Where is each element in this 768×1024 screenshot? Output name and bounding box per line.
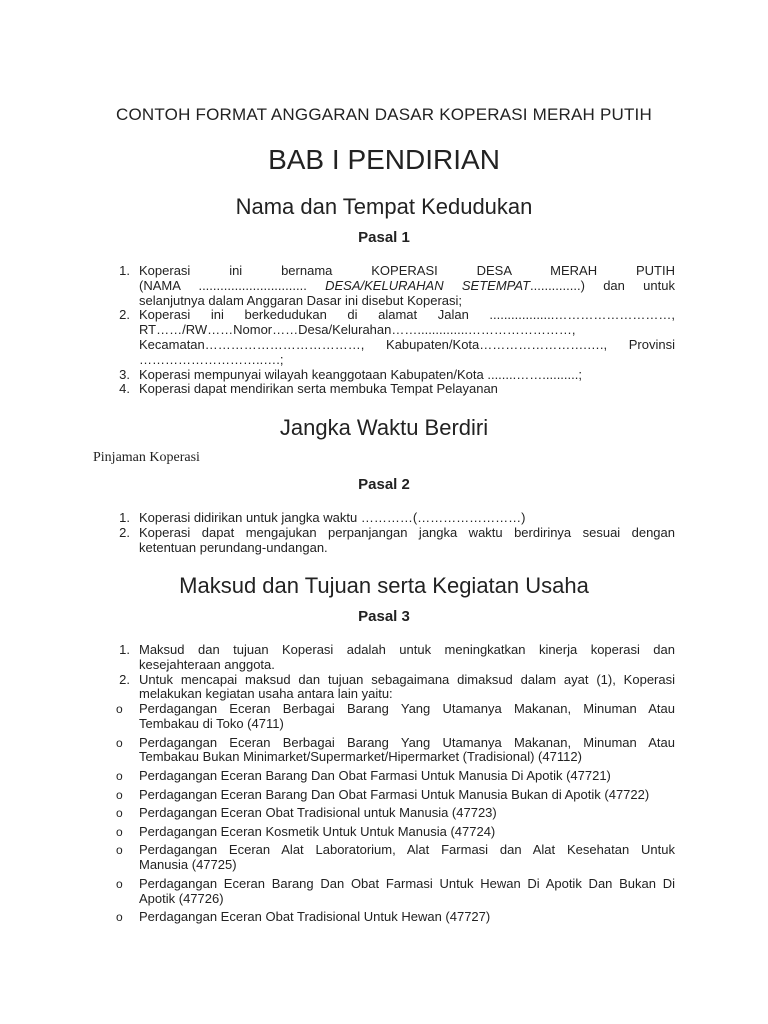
document-title: CONTOH FORMAT ANGGARAN DASAR KOPERASI MERAH PUTIH: [116, 105, 652, 124]
section-heading-1: Nama dan Tempat Kedudukan: [235, 194, 533, 219]
side-note: Pinjaman Koperasi: [93, 450, 200, 465]
bullet-item: o Perdagangan Eceran Berbagai Barang Yang Utamanya Makanan, Minuman Atau Tembakau Bukan Minimarket/Supermarket/Hipermarket (Tradisional) (47112): [116, 734, 675, 765]
list-item: 1. Maksud dan tujuan Koperasi adalah untuk meningkatkan kinerja koperasi dan kesejahteraan anggota.: [119, 642, 675, 672]
list-item: 4. Koperasi dapat mendirikan serta membuka Tempat Pelayanan: [119, 381, 498, 397]
list-item: 1. Koperasi didirikan untuk jangka waktu …………(……………………): [119, 510, 526, 525]
section-heading-2: Jangka Waktu Berdiri: [279, 415, 489, 440]
bullet-item: o Perdagangan Eceran Barang Dan Obat Farmasi Untuk Manusia Di Apotik (47721): [116, 767, 611, 783]
bullet-item: o Perdagangan Eceran Kosmetik Untuk Untuk Manusia (47724): [116, 823, 496, 839]
bullet-item: o Perdagangan Eceran Barang Dan Obat Farmasi Untuk Hewan Di Apotik Dan Bukan Di Apotik (47726): [116, 875, 675, 906]
pasal-1: Pasal 1: [358, 229, 410, 246]
pasal-1-list: [110, 264, 675, 397]
list-item: 2. Untuk mencapai maksud dan tujuan sebagaimana dimaksud dalam ayat (1), Koperasi melakukan kegiatan usaha antara lain yaitu:: [119, 671, 675, 702]
bullet-item: o Perdagangan Eceran Berbagai Barang Yang Utamanya Makanan, Minuman Atau Tembakau di Toko (4711): [116, 701, 675, 731]
section-heading-3: Maksud dan Tujuan serta Kegiatan Usaha: [179, 573, 589, 598]
pasal-2: Pasal 2: [358, 476, 410, 493]
bullet-item: o Perdagangan Eceran Obat Tradisional Untuk Hewan (47727): [116, 909, 491, 925]
pasal-2-list: [110, 511, 675, 555]
list-item: 2. Koperasi dapat mengajukan perpanjangan jangka waktu berdirinya sesuai dengan ketentuan perundang-undangan.: [119, 524, 675, 555]
pasal-3-list: [110, 643, 675, 925]
list-item: 1. Koperasi ini bernama KOPERASI DESA MERAH PUTIH (NAMA .............................. DESA/KELURAHAN SETEMPAT..............) dan untuk selanjutnya dalam Anggaran Dasar ini disebut Koperasi;: [119, 263, 675, 308]
chapter-heading: BAB I PENDIRIAN: [268, 144, 500, 175]
list-item: 3. Koperasi mempunyai wilayah keanggotaan Kabupaten/Kota ........……..........;: [119, 366, 582, 382]
bullet-item: o Perdagangan Eceran Barang Dan Obat Farmasi Untuk Manusia Bukan di Apotik (47722): [116, 786, 650, 802]
bullet-item: o Perdagangan Eceran Alat Laboratorium, Alat Farmasi dan Alat Kesehatan Untuk Manusia (47725): [116, 842, 675, 873]
bullet-item: o Perdagangan Eceran Obat Tradisional untuk Manusia (47723): [116, 805, 497, 821]
list-item: 2. Koperasi ini berkedudukan di alamat Jalan ..................………………………, RT……/RW……Nomor……Desa/Kelurahan……..............……………………, Kecamatan………………………………, Kabupaten/Kota…………………….…., Provinsi ………………………..….;: [119, 307, 675, 367]
pasal-3: Pasal 3: [358, 608, 410, 625]
activity-bullets: [110, 702, 675, 925]
